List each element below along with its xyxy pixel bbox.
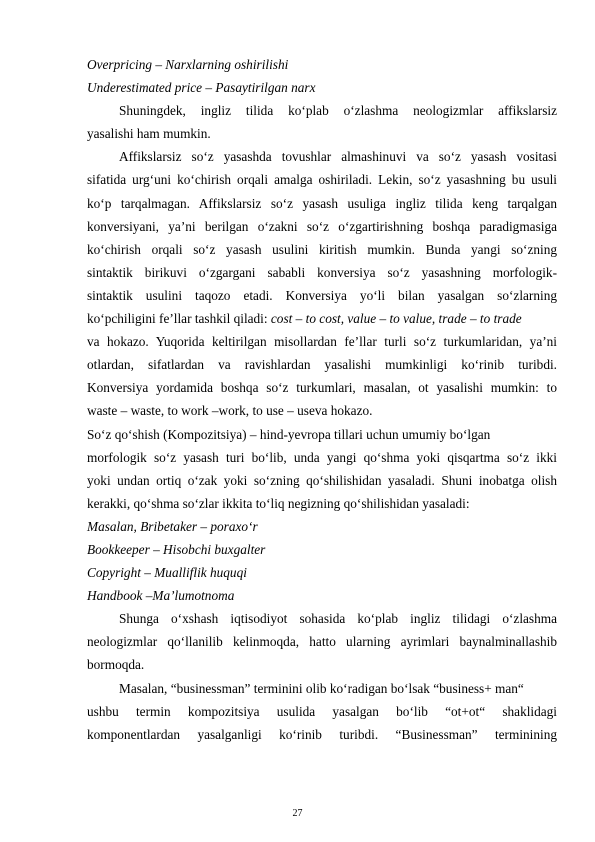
document-body <box>87 53 557 746</box>
term-line: Underestimated price – Pasaytirilgan narx <box>87 80 316 96</box>
paragraph-line <box>87 307 557 330</box>
paragraph-line: Affikslarsiz so‘z yasashda tovushlar almashinuvi va so‘z yasash vositasi <box>119 149 557 165</box>
example-text: cost – to cost, value – to value, trade – to trade <box>270 311 522 327</box>
paragraph-line: sintaktik birikuvi o‘zgargani sababli konversiya so‘z yasashning morfologik- <box>87 264 557 280</box>
paragraph-line: kerakki, qo‘shma so‘zlar ikkita to‘liq negizning qo‘shilishidan yasaladi: <box>87 495 470 511</box>
paragraph-line: otlardan, sifatlardan va ravishlardan yasalishi mumkinligi ko‘rinib turibdi. <box>87 357 557 373</box>
paragraph-line: sifatida urg‘uni ko‘chirish orqali amalga oshiriladi. Lekin, so‘z yasashning bu usuli <box>87 172 557 188</box>
paragraph-line: Masalan, “businessman” terminini olib ko‘radigan bo‘lsak “business+ man“ <box>119 680 524 696</box>
paragraph-line: yasalishi ham mumkin. <box>87 126 211 142</box>
paragraph-line: Konversiya yordamida boshqa so‘z turkumlari, masalan, ot yasalishi mumkin: to <box>87 380 557 396</box>
paragraph-line: So‘z qo‘shish (Kompozitsiya) – hind-yevropa tillari uchun umumiy bo‘lgan <box>87 426 491 442</box>
paragraph-line: sintaktik usulini taqozo etadi. Konversiya yo‘li bilan yasalgan so‘zlarning <box>87 287 557 303</box>
line-text: ko‘pchiligini fe’llar tashkil qiladi: <box>87 311 271 327</box>
paragraph-line: ushbu termin kompozitsiya usulida yasalgan bo‘lib “ot+ot“ shaklidagi <box>87 703 557 719</box>
example-line: Bookkeeper – Hisobchi buxgalter <box>87 541 266 557</box>
paragraph-line: waste – waste, to work –work, to use – useva hokazo. <box>87 403 373 419</box>
page-number: 27 <box>292 808 303 819</box>
example-line: Copyright – Mualliflik huquqi <box>87 565 247 581</box>
paragraph-line: va hokazo. Yuqorida keltirilgan misollardan fe’llar turli so‘z turkumlaridan, ya’ni <box>87 334 557 350</box>
paragraph-line: Shunga o‘xshash iqtisodiyot sohasida ko‘plab ingliz tilidagi o‘zlashma <box>119 611 557 627</box>
paragraph-line: konversiyani, ya’ni berilgan o‘zakni so‘z o‘zgartirishning boshqa paradigmasiga <box>87 218 557 234</box>
example-line: Handbook –Ma’lumotnoma <box>87 588 235 604</box>
paragraph-line: yoki undan ortiq o‘zak yoki so‘zning qo‘shilishidan yasaladi. Shuni inobatga olish <box>87 472 557 488</box>
paragraph-line: Shuningdek, ingliz tilida ko‘plab o‘zlashma neologizmlar affikslarsiz <box>119 103 557 119</box>
example-line: Masalan, Bribetaker – poraxo‘r <box>87 518 258 534</box>
paragraph-line: ko‘chirish orqali so‘z yasash usulini kiritish mumkin. Bunda yangi so‘zning <box>87 241 557 257</box>
paragraph-line: morfologik so‘z yasash turi bo‘lib, unda yangi qo‘shma yoki qisqartma so‘z ikki <box>87 449 557 465</box>
term-line: Overpricing – Narxlarning oshirilishi <box>87 57 289 72</box>
paragraph-line: neologizmlar qo‘llanilib kelinmoqda, hatto ularning ayrimlari baynalminallashib <box>87 634 557 650</box>
paragraph-line: komponentlardan yasalganligi ko‘rinib turibdi. “Businessman” terminining <box>87 726 557 742</box>
paragraph-line: ko‘p tarqalmagan. Affikslarsiz so‘z yasash usuliga ingliz tilida keng tarqalgan <box>87 195 557 211</box>
paragraph-line: bormoqda. <box>87 657 145 673</box>
